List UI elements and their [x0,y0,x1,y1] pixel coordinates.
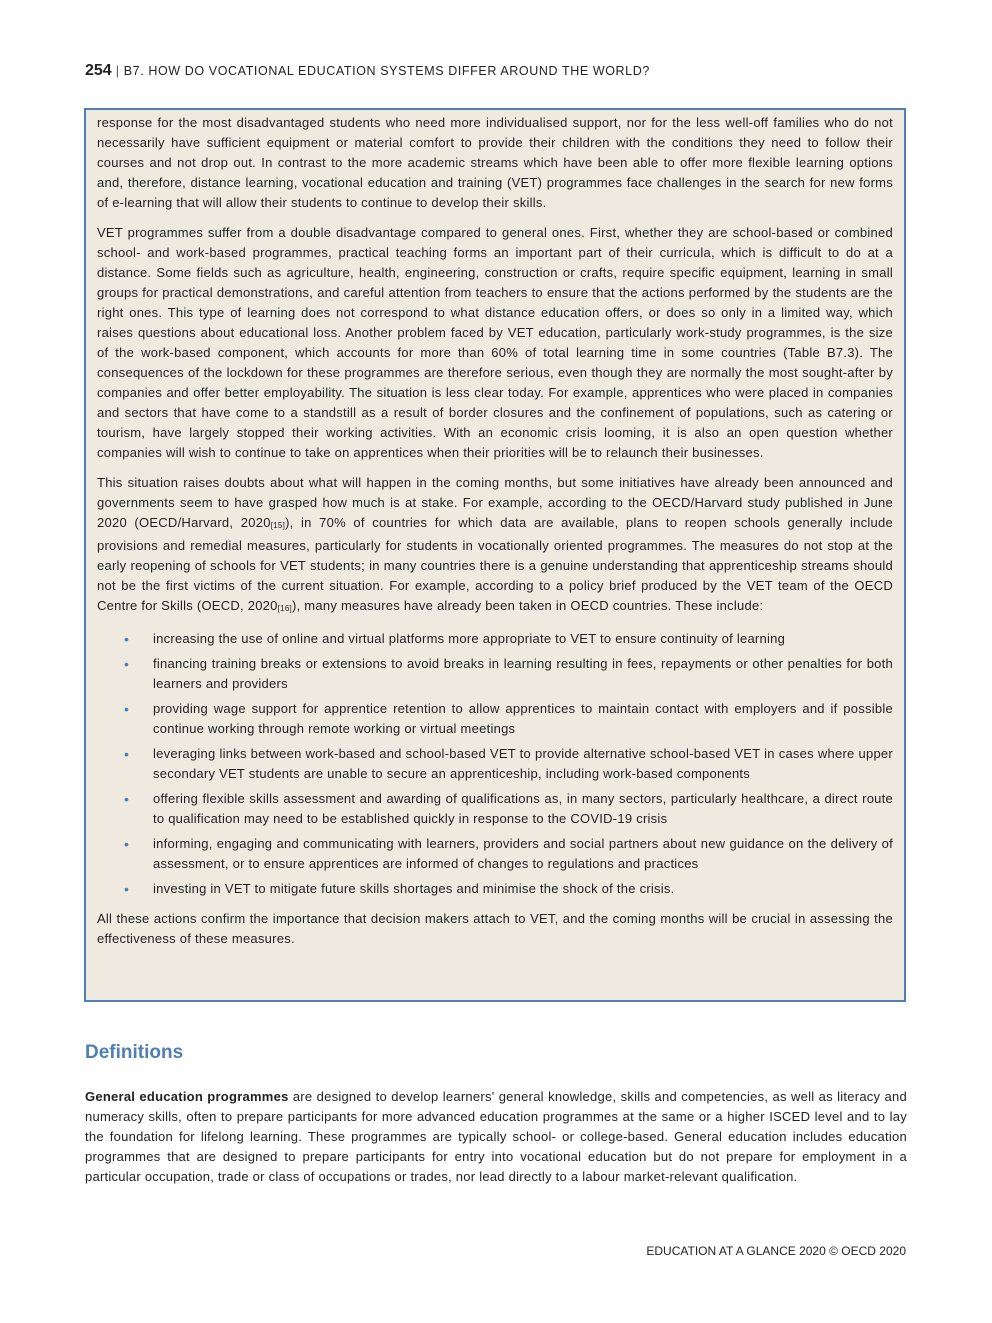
definition-body: are designed to develop learners' general knowledge, skills and competencies, as well as literacy and numeracy skills, often to prepare participants for more advanced education programmes at the same or a higher ISCED level and to lay the foundation for lifelong learning. These programmes are typically school- or college-based. General education includes education programmes that are designed to prepare participants for entry into vocational education but do not prepare for employment in a particular occupation, trade or class of occupations or trades, nor lead directly to a labour market-relevant qualification. [85,1089,907,1184]
chapter-title: B7. HOW DO VOCATIONAL EDUCATION SYSTEMS DIFFER AROUND THE WORLD? [123,64,650,78]
bullet-icon: • [124,701,130,717]
paragraph-3-part-3: ), many measures have already been taken in OECD countries. These include: [292,598,764,613]
header-separator: | [115,64,120,78]
paragraph-3-part-2: ), in 70% of countries for which data are available, plans to reopen schools generally include provisions and remedial measures, particularly for students in vocationally oriented programmes. The measures do not stop at the early reopening of schools for VET students; in many countries there is a genuine understanding that apprenticeship streams should not be the first victims of the current situation. For example, according to a policy brief produced by the VET team of the OECD Centre for Skills (OECD, 2020 [97,515,893,613]
list-item [124,629,893,649]
measures-list [97,629,893,899]
box-paragraph-2: VET programmes suffer from a double disadvantage compared to general ones. First, whether they are school-based or combined school- and work-based programmes, practical teaching forms an important part of their curricula, which is difficult to do at a distance. Some fields such as agriculture, health, engineering, construction or crafts, require specific equipment, learning in small groups for practical demonstrations, and careful attention from teachers to ensure that the actions performed by the students are the right ones. This type of learning does not correspond to what distance education offers, or does so only in a limited way, which raises questions about educational loss. Another problem faced by VET education, particularly work-study programmes, is the size of the work-based component, which accounts for more than 60% of total learning time in some countries (Table B7.3). The consequences of the lockdown for these programmes are therefore serious, even though they are normally the most sought-after by companies and offer better employability. The situation is less clear today. For example, apprentices who were placed in companies and sectors that have come to a standstill as a result of border closures and the confinement of populations, such as catering or tourism, have largely stopped their working activities. With an economic crisis looming, it is also an open question whether companies will wish to continue to take on apprentices when their priorities will be to relaunch their businesses. [97,225,893,460]
definition-term: General education programmes [85,1089,289,1104]
box-paragraph-4: All these actions confirm the importance that decision makers attach to VET, and the coming months will be crucial in assessing the effectiveness of these measures. [97,911,893,946]
paragraph-3-part-1: This situation raises doubts about what will happen in the coming months, but some initiatives have already been announced and governments seem to have grasped how much is at stake. For example, according to the OECD/Harvard study published in June 2020 (OECD/Harvard, 2020 [97,475,893,530]
list-item-text: financing training breaks or extensions to avoid breaks in learning resulting in fees, repayments or other penalties for both learners and providers [153,656,893,691]
list-item [124,699,893,739]
reference-16-link[interactable]: [16] [277,604,292,613]
list-item-text: investing in VET to mitigate future skills shortages and minimise the shock of the crisis. [153,881,675,896]
list-item [124,654,893,694]
list-item-text: informing, engaging and communicating with learners, providers and social partners about new guidance on the delivery of assessment, or to ensure apprentices are informed of changes to regulations and practices [153,836,893,871]
reference-15-link[interactable]: [15] [270,521,286,530]
list-item-text: leveraging links between work-based and school-based VET to provide alternative school-based VET in cases where upper secondary VET students are unable to secure an apprenticeship, including work-based components [153,746,893,781]
list-item [124,744,893,784]
list-item [124,834,893,874]
bullet-icon: • [124,746,130,762]
bullet-icon: • [124,656,130,672]
bullet-icon: • [124,881,130,897]
box-paragraph-3 [97,473,893,619]
page-header [85,62,650,80]
definitions-heading: Definitions [85,1042,184,1063]
list-item-text: providing wage support for apprentice retention to allow apprentices to maintain contact with employers and if possible continue working through remote working or virtual meetings [153,701,893,736]
list-item-text: increasing the use of online and virtual platforms more appropriate to VET to ensure continuity of learning [153,631,786,646]
list-item-text: offering flexible skills assessment and awarding of qualifications as, in many sectors, particularly healthcare, a direct route to qualification may need to be established quickly in response to the COVID-19 crisis [153,791,893,826]
list-item [124,879,893,899]
bullet-icon: • [124,836,130,852]
list-item [124,789,893,829]
page-number: 254 [85,62,112,79]
text-box [84,108,906,1002]
definition-general-education [85,1087,907,1187]
bullet-icon: • [124,791,130,807]
box-paragraph-1: response for the most disadvantaged students who need more individualised support, nor for the less well-off families who do not necessarily have sufficient equipment or material comfort to provide their children with the conditions they need to follow their courses and not drop out. In contrast to the more academic streams which have been able to offer more flexible learning options and, therefore, distance learning, vocational education and training (VET) programmes face challenges in the search for new forms of e-learning that will allow their students to continue to develop their skills. [97,115,893,210]
bullet-icon: • [124,631,130,647]
page-footer: EDUCATION AT A GLANCE 2020 © OECD 2020 [646,1244,906,1258]
